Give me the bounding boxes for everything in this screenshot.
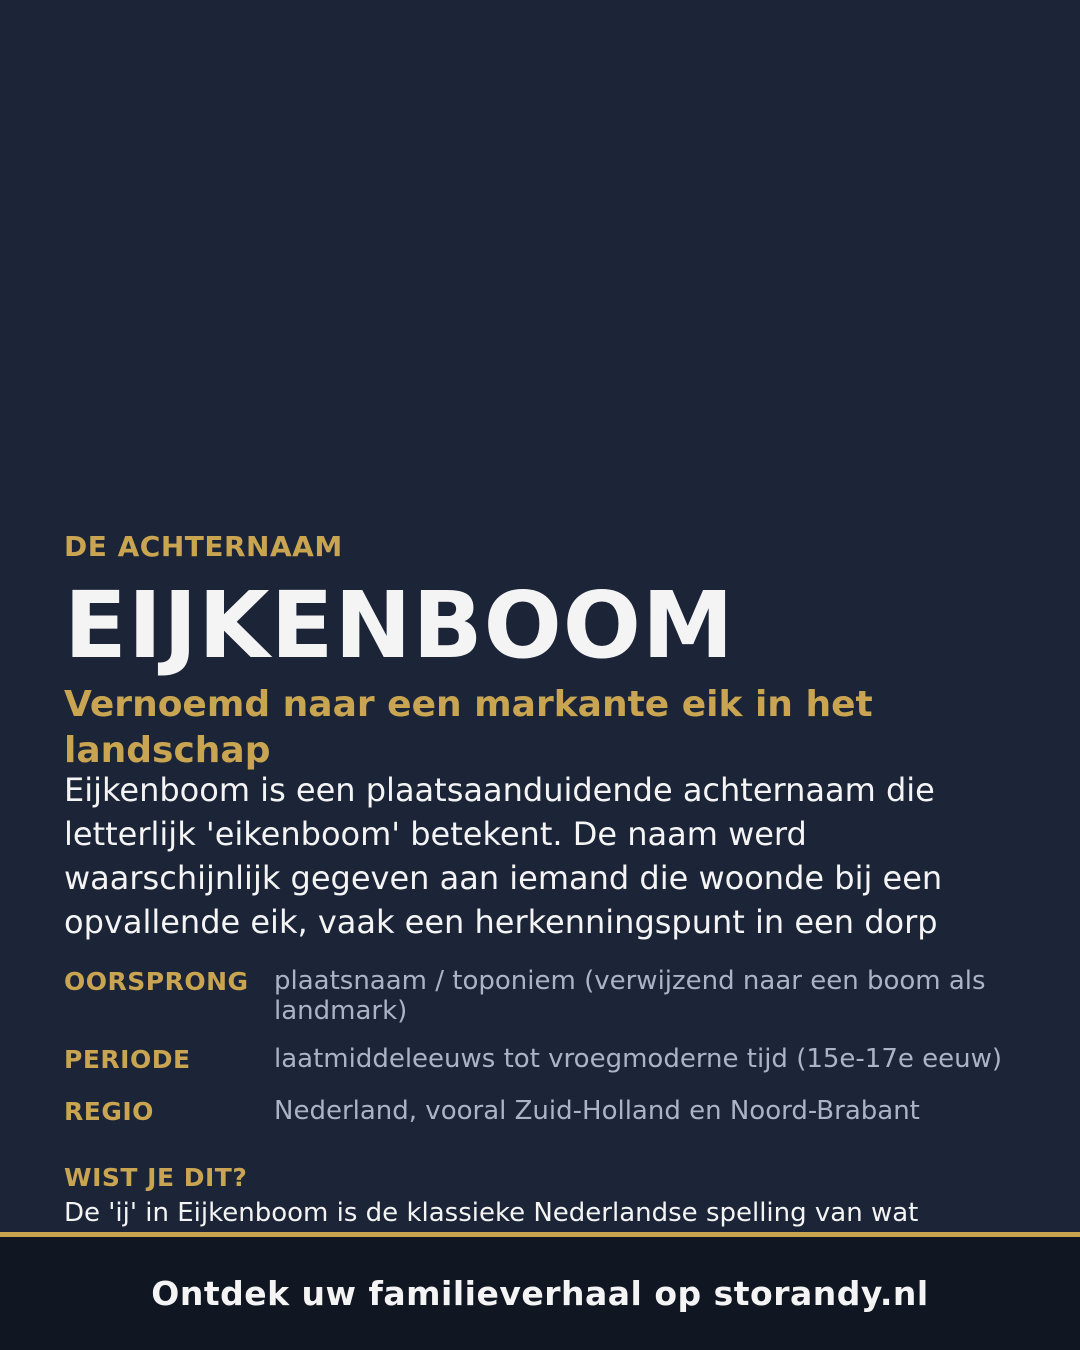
fact-row-origin <box>64 964 1016 1026</box>
surname-subtitle: Vernoemd naar een markante eik in het landschap <box>64 684 873 771</box>
fact-value: Nederland, vooral Zuid-Holland en Noord-Brabant <box>274 1096 920 1126</box>
fact-label: REGIO <box>64 1097 154 1126</box>
fact-row-region <box>64 1094 1016 1130</box>
fact-row-period <box>64 1042 1016 1078</box>
surname-title: EIJKENBOOM <box>64 572 735 679</box>
did-you-know-label: WIST JE DIT? <box>64 1163 248 1192</box>
eyebrow-label: DE ACHTERNAAM <box>64 530 343 563</box>
did-you-know-text: De 'ij' in Eijkenboom is de klassieke Nederlandse spelling van wat <box>64 1198 919 1228</box>
facts-list <box>64 964 1016 1146</box>
fact-label: OORSPRONG <box>64 967 249 996</box>
surname-card <box>64 0 1016 1232</box>
fact-label: PERIODE <box>64 1045 191 1074</box>
fact-value: laatmiddeleeuws tot vroegmoderne tijd (15e-17e eeuw) <box>274 1044 1003 1074</box>
surname-description: Eijkenboom is een plaatsaanduidende achternaam die letterlijk 'eikenboom' betekent. De naam werd waarschijnlijk gegeven aan iemand die woonde bij een opvallende eik, vaak een herkenningspunt in een dorp <box>64 771 943 941</box>
fact-value: plaatsnaam / toponiem (verwijzend naar een boom als landmark) <box>274 966 986 1026</box>
footer-banner <box>0 1237 1080 1350</box>
footer-cta-link[interactable]: Ontdek uw familieverhaal op storandy.nl <box>151 1274 929 1313</box>
